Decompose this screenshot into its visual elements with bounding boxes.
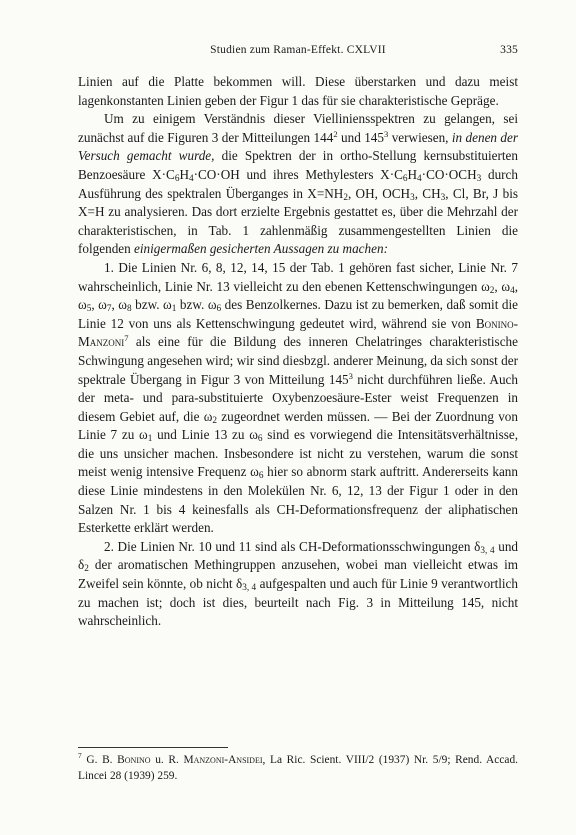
- body-text: [78, 73, 518, 631]
- subscript: 6: [216, 303, 222, 314]
- subscript: 3: [476, 172, 482, 183]
- paragraph-item-1: [78, 259, 518, 538]
- page-number: 335: [500, 44, 518, 56]
- footnote-ref: 3: [384, 128, 389, 139]
- text-run: 2. Die Linien Nr. 10 und 11 sind als CH-Deformationsschwingungen δ: [104, 538, 481, 554]
- paragraph-continuation: Linien auf die Platte bekommen will. Diese überstarken und dazu meist lagenkonstanten Linien geben der Figur 1 das für sie charakteristische Gepräge.: [78, 74, 518, 108]
- author-name: Bonino: [117, 754, 151, 766]
- text-run: die Spektren der in ortho-Stellung kernsubstituierten Benzoesäure X·C: [78, 148, 519, 182]
- subscript: 7: [106, 303, 112, 314]
- text-run: , La Ric. Scient. VIII/2 (1937) Nr. 5/9; Rend. Accad. Lincei 28 (1939) 259.: [78, 754, 518, 782]
- subscript: 6: [257, 433, 263, 444]
- text-run: aufgespalten und auch für Linie 9 verantwortlich zu machen ist; doch ist dies, beurteilt nach Fig. 3 in Mitteilung 145, nicht wahrscheinlich.: [78, 576, 519, 629]
- page-header: [78, 44, 518, 60]
- text-run: und δ: [78, 538, 519, 573]
- text-run: bzw. ω: [176, 297, 217, 313]
- text-run: als eine für die Bildung des inneren Chelatringes charakteristische Schwingung angesehen wird; wir sind diesbzgl. anderer Meinung, da sich sonst der spektrale Übergang in Figur 3 von Mitteilung 145: [78, 334, 518, 387]
- text-run: , OH, OCH: [347, 185, 411, 201]
- text-run: H: [407, 166, 418, 182]
- subscript: 1: [147, 433, 153, 444]
- subscript: 6: [258, 470, 264, 481]
- subscript: 2: [212, 414, 218, 425]
- author-name: Bonino-Manzoni: [78, 315, 518, 350]
- text-run: verwiesen,: [388, 129, 452, 145]
- footnote-ref: 3: [348, 370, 353, 381]
- text-run: ·CO·OH und ihres Methylesters X·C: [193, 166, 403, 182]
- text-run: ·CO·OCH: [421, 166, 477, 182]
- footnote-ref: 7: [124, 333, 129, 344]
- text-run: durch Ausführung des spektralen Überganges in X=NH: [78, 166, 519, 201]
- text-run: , ω: [494, 278, 511, 294]
- text-run: , ω: [111, 297, 127, 313]
- subscript: 3: [410, 191, 415, 202]
- text-run: nicht durchführen ließe. Auch der meta- und para-substituierte Oxybenzoesäure-Ester weist Frequenzen in diesem Gebiet auf, die ω: [78, 371, 518, 424]
- emphasis-text: in denen der Versuch gemacht wurde,: [78, 129, 519, 164]
- text-run: zugeordnet werden müssen. — Bei der Zuordnung von Linie 7 zu ω: [78, 408, 518, 443]
- text-run: hier so abnorm stark auftritt. Andererseits kann diese Linie mindestens in den Molekülen Nr. 6, 12, 13 der Figur 1 oder in den Salzen Nr. 1 bis 4 keinesfalls als CH-Deformationsfrequenz der aliphatischen Esterkette erklärt werden.: [78, 464, 518, 536]
- running-title: Studien zum Raman-Effekt. CXLVII: [210, 44, 386, 56]
- text-run: , Cl, Br, J bis X=H zu analysieren. Das dort erzielte Ergebnis gestattet es, über die Mehrzahl der charakteristischen, in Tab. 1 zahlenmäßig zusammengestellten Linien die folgenden: [78, 185, 519, 257]
- subscript: 2: [343, 191, 348, 202]
- subscript: 5: [86, 303, 92, 314]
- text-run: , ω: [91, 297, 107, 313]
- paragraph-intro: [78, 110, 518, 259]
- text-run: und Linie 13 zu ω: [152, 427, 258, 443]
- subscript: 3, 4: [242, 582, 257, 593]
- footnote-divider: [78, 747, 228, 748]
- text-run: bzw. ω: [131, 297, 172, 313]
- text-run: und 145: [337, 129, 384, 145]
- subscript: 3, 4: [480, 544, 495, 555]
- subscript: 2: [489, 284, 495, 295]
- subscript: 4: [510, 284, 515, 295]
- subscript: 6: [174, 172, 180, 183]
- text-run: , CH: [414, 185, 441, 201]
- footnote-ref: 2: [333, 128, 338, 139]
- footnote-marker: 7: [78, 751, 82, 760]
- author-name: Manzoni-Ansidei: [183, 754, 263, 766]
- subscript: 1: [171, 303, 177, 314]
- text-run: des Benzolkernes. Dazu ist zu bemerken, daß somit die Linie 12 von uns als Kettenschwingung gedeutet wird, während sie von: [78, 297, 519, 331]
- text-run: , ω: [78, 278, 518, 313]
- text-run: G. B.: [81, 754, 118, 766]
- subscript: 8: [126, 303, 132, 314]
- subscript: 4: [188, 172, 194, 183]
- text-run: 1. Die Linien Nr. 6, 8, 12, 14, 15 der Tab. 1 gehören fast sicher, Linie Nr. 7 wahrscheinlich, Linie Nr. 13 vielleicht zu den ebenen Kettenschwingungen ω: [78, 259, 518, 294]
- text-run: H: [179, 166, 189, 182]
- emphasis-text: einigermaßen gesicherten Aussagen zu machen:: [134, 241, 388, 257]
- text-run: der aromatischen Methingruppen anzusehen, wobei man vielleicht etwas im Zweifel sein könnte, ob nicht δ: [78, 557, 518, 592]
- text-run: Um zu einigem Verständnis dieser Vielliniensspektren zu gelangen, sei zunächst auf die Figuren 3 der Mitteilungen 144: [78, 111, 518, 145]
- subscript: 6: [402, 172, 408, 183]
- footnote: [78, 752, 518, 784]
- subscript: 3: [440, 191, 446, 202]
- subscript: 2: [84, 563, 89, 574]
- subscript: 4: [417, 172, 422, 183]
- paragraph-item-2: [78, 538, 518, 631]
- text-run: sind es vorwiegend die Intensitätsverhältnisse, die uns unsicher machen. Insbesondere ist nicht zu verstehen, warum die sonst meist wenig intensive Frequenz ω: [78, 427, 518, 480]
- text-run: u. R.: [150, 754, 184, 766]
